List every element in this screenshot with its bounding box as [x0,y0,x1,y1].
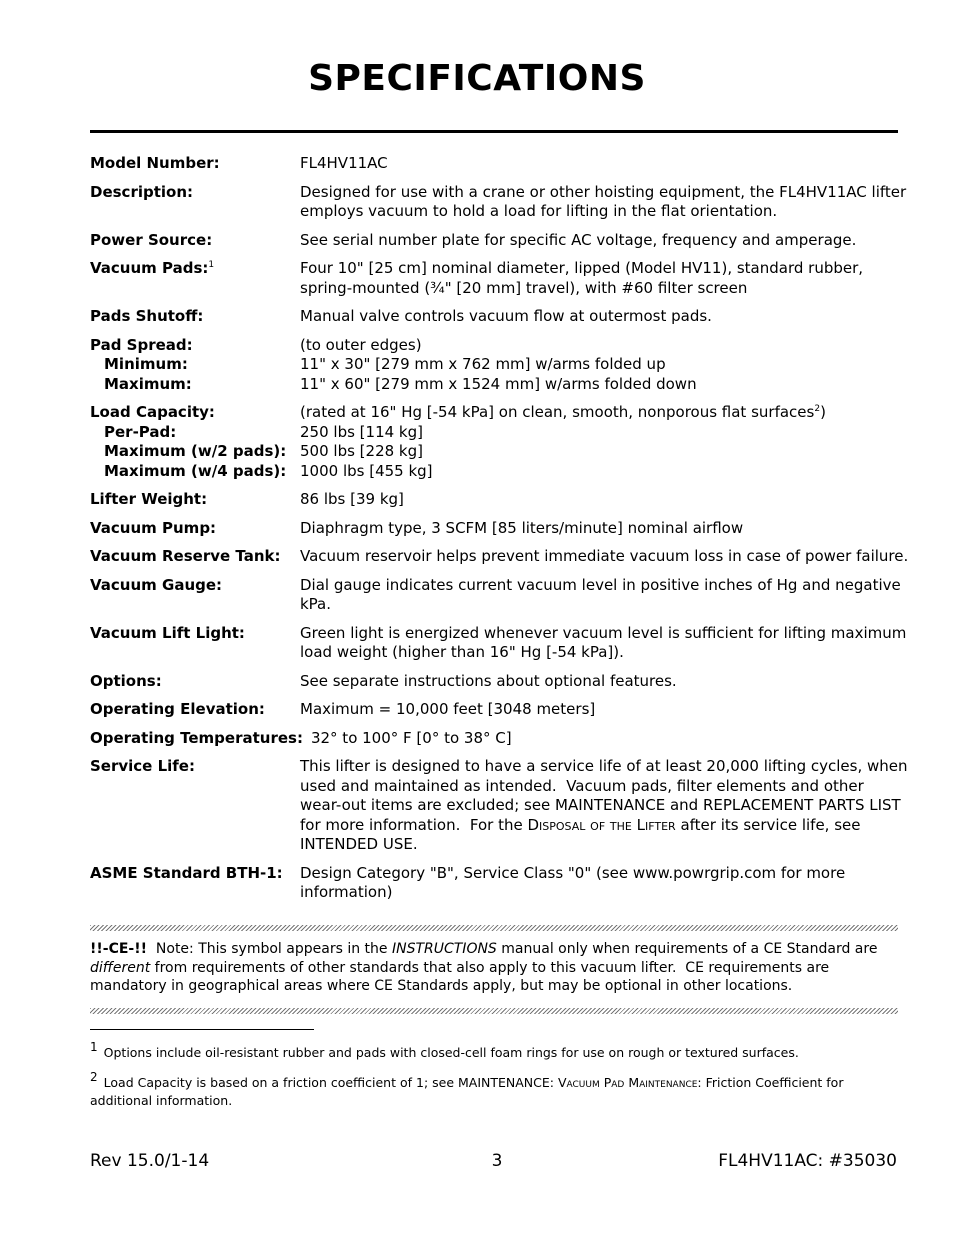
hatch-divider-top [90,925,898,931]
spec-sublabel-per-pad: Per-Pad: [104,422,177,441]
footnote-text: Load Capacity is based on a friction coefficient of 1; see MAINTENANCE: [103,1075,558,1090]
spec-label: Vacuum Lift Light: [90,623,245,642]
spec-label: ASME Standard BTH-1: [90,863,283,882]
spec-label: Vacuum Reserve Tank: [90,547,281,565]
spec-value-text: This lifter is designed to have a service life of at least 20,000 lifting cycles, when used and maintained as intended. Vacuum pads, filter elements and other wear-out items are excluded; see MAINTENANCE and REPLACEMENT PARTS LIST for more information. For the [300,757,913,834]
footnote-smallcaps: Vacuum Pad Maintenance [557,1075,698,1090]
spec-value-maximum: 11" x 60" [279 mm x 1524 mm] w/arms folded down [300,374,697,393]
spec-value-2-pads: 500 lbs [228 kg] [300,442,423,460]
spec-label: Vacuum Pump: [90,518,217,537]
spec-value: Green light is energized whenever vacuum level is sufficient for lifting maximum load weight (higher than 16" Hg [-54 kPa]). [300,623,907,661]
spec-load-capacity [90,403,910,481]
spec-label: Operating Temperatures: [90,728,303,747]
spec-sublabel-minimum: Minimum: [104,355,188,373]
note-different: different [90,959,151,976]
note-text: Note: This symbol appears in the [147,941,392,957]
spec-pad-spread [90,336,910,395]
spec-power-source [90,231,910,251]
note-instructions: INSTRUCTIONS [391,941,497,957]
page-title: SPECIFICATIONS [308,58,646,99]
spec-value: Vacuum reservoir helps prevent immediate vacuum loss in case of power failure. [300,547,909,565]
footnote-rule [90,1029,314,1030]
specifications-list [90,154,913,912]
spec-value-line: (to outer edges) [300,335,422,354]
spec-value: FL4HV11AC [300,154,388,172]
spec-vacuum-reserve-tank [90,547,910,567]
spec-label: Operating Elevation: [90,700,265,718]
footnote-number: 1 [90,1040,98,1054]
spec-options [90,672,910,692]
spec-sublabel-2-pads: Maximum (w/2 pads): [104,442,287,460]
footnote-number: 2 [90,1070,98,1084]
spec-asme-standard [90,864,910,903]
footnote-text: : Friction Coefficient for additional information. [90,1075,844,1108]
spec-label: Model Number: [90,154,220,172]
spec-description [90,183,910,222]
spec-label [90,403,300,481]
spec-value-per-pad: 250 lbs [114 kg] [300,422,423,441]
spec-value: 32° to 100° F [0° to 38° C] [310,728,512,747]
note-text: manual only when requirements of a CE Standard are [496,941,882,957]
spec-value: Manual valve controls vacuum flow at outermost pads. [300,307,712,325]
footer-page-number: 3 [491,1151,503,1171]
spec-lifter-weight [90,490,910,510]
spec-value [300,403,910,481]
footnote-text: Options include oil-resistant rubber and pads with closed-cell foam rings for use on rough or textured surfaces. [103,1045,799,1060]
footer-document-id: FL4HV11AC: #35030 [718,1151,897,1171]
footnote-1 [90,1040,890,1062]
spec-value-minimum: 11" x 30" [279 mm x 762 mm] w/arms folded up [300,355,666,373]
footnote-ref-2: 2 [814,404,821,414]
spec-label: Description: [90,182,194,201]
spec-label: Pads Shutoff: [90,307,204,325]
spec-value: Four 10" [25 cm] nominal diameter, lipped (Model HV11), standard rubber, spring-mounted (¾" [20 mm] travel), with #60 filter screen [300,259,864,297]
spec-label: Lifter Weight: [90,490,208,508]
spec-value: Maximum = 10,000 feet [3048 meters] [300,700,596,718]
spec-value-text: (rated at 16" Hg [-54 kPa] on clean, smooth, nonporous flat surfaces [300,403,815,421]
spec-value: Designed for use with a crane or other hoisting equipment, the FL4HV11AC lifter employs vacuum to hold a load for lifting in the flat orientation. [300,182,907,220]
spec-label [90,259,300,298]
spec-operating-elevation [90,700,910,720]
note-text: from requirements of other standards that also apply to this vacuum lifter. CE requirements are mandatory in geographical areas where CE Standards apply, but may be optional in other locations. [90,959,834,994]
spec-vacuum-lift-light [90,624,910,663]
spec-label-text: Load Capacity: [90,403,215,421]
spec-label: Power Source: [90,230,213,249]
spec-label: Service Life: [90,757,195,775]
ce-note [90,940,902,996]
spec-vacuum-pads [90,259,910,298]
footnote-2 [90,1070,890,1109]
spec-value: Dial gauge indicates current vacuum level in positive inches of Hg and negative kPa. [300,575,901,613]
spec-pads-shutoff [90,307,910,327]
spec-label: Options: [90,671,162,690]
spec-operating-temperatures [90,729,910,749]
spec-value-smallcaps: Disposal of the Lifter [527,815,676,834]
spec-vacuum-pump [90,519,910,539]
spec-value [300,336,910,395]
spec-label: Vacuum Gauge: [90,575,223,594]
spec-value-text: after its service life, see INTENDED USE. [300,815,861,853]
footer-revision: Rev 15.0/1-14 [90,1151,210,1171]
spec-value [300,757,913,855]
spec-label [90,336,300,395]
title-rule [90,130,898,133]
spec-value-close: ) [820,403,826,421]
hatch-divider-bottom [90,1008,898,1014]
ce-mark: !!-CE-!! [90,941,147,957]
spec-value: See separate instructions about optional features. [300,671,677,690]
spec-label-text: Vacuum Pads: [90,259,209,277]
spec-value: Diaphragm type, 3 SCFM [85 liters/minute] nominal airflow [300,518,744,537]
spec-value: 86 lbs [39 kg] [300,490,404,508]
spec-value: Design Category "B", Service Class "0" (see www.powrgrip.com for more information) [300,863,846,901]
footnote-ref-1: 1 [208,260,215,270]
spec-service-life [90,757,913,855]
spec-value-line [300,403,910,423]
spec-vacuum-gauge [90,576,910,615]
spec-value: See serial number plate for specific AC voltage, frequency and amperage. [300,230,857,249]
spec-value-4-pads: 1000 lbs [455 kg] [300,461,433,480]
spec-model-number [90,154,910,174]
spec-sublabel-maximum: Maximum: [104,374,192,393]
spec-sublabel-4-pads: Maximum (w/4 pads): [104,461,287,480]
spec-label-text: Pad Spread: [90,335,193,354]
